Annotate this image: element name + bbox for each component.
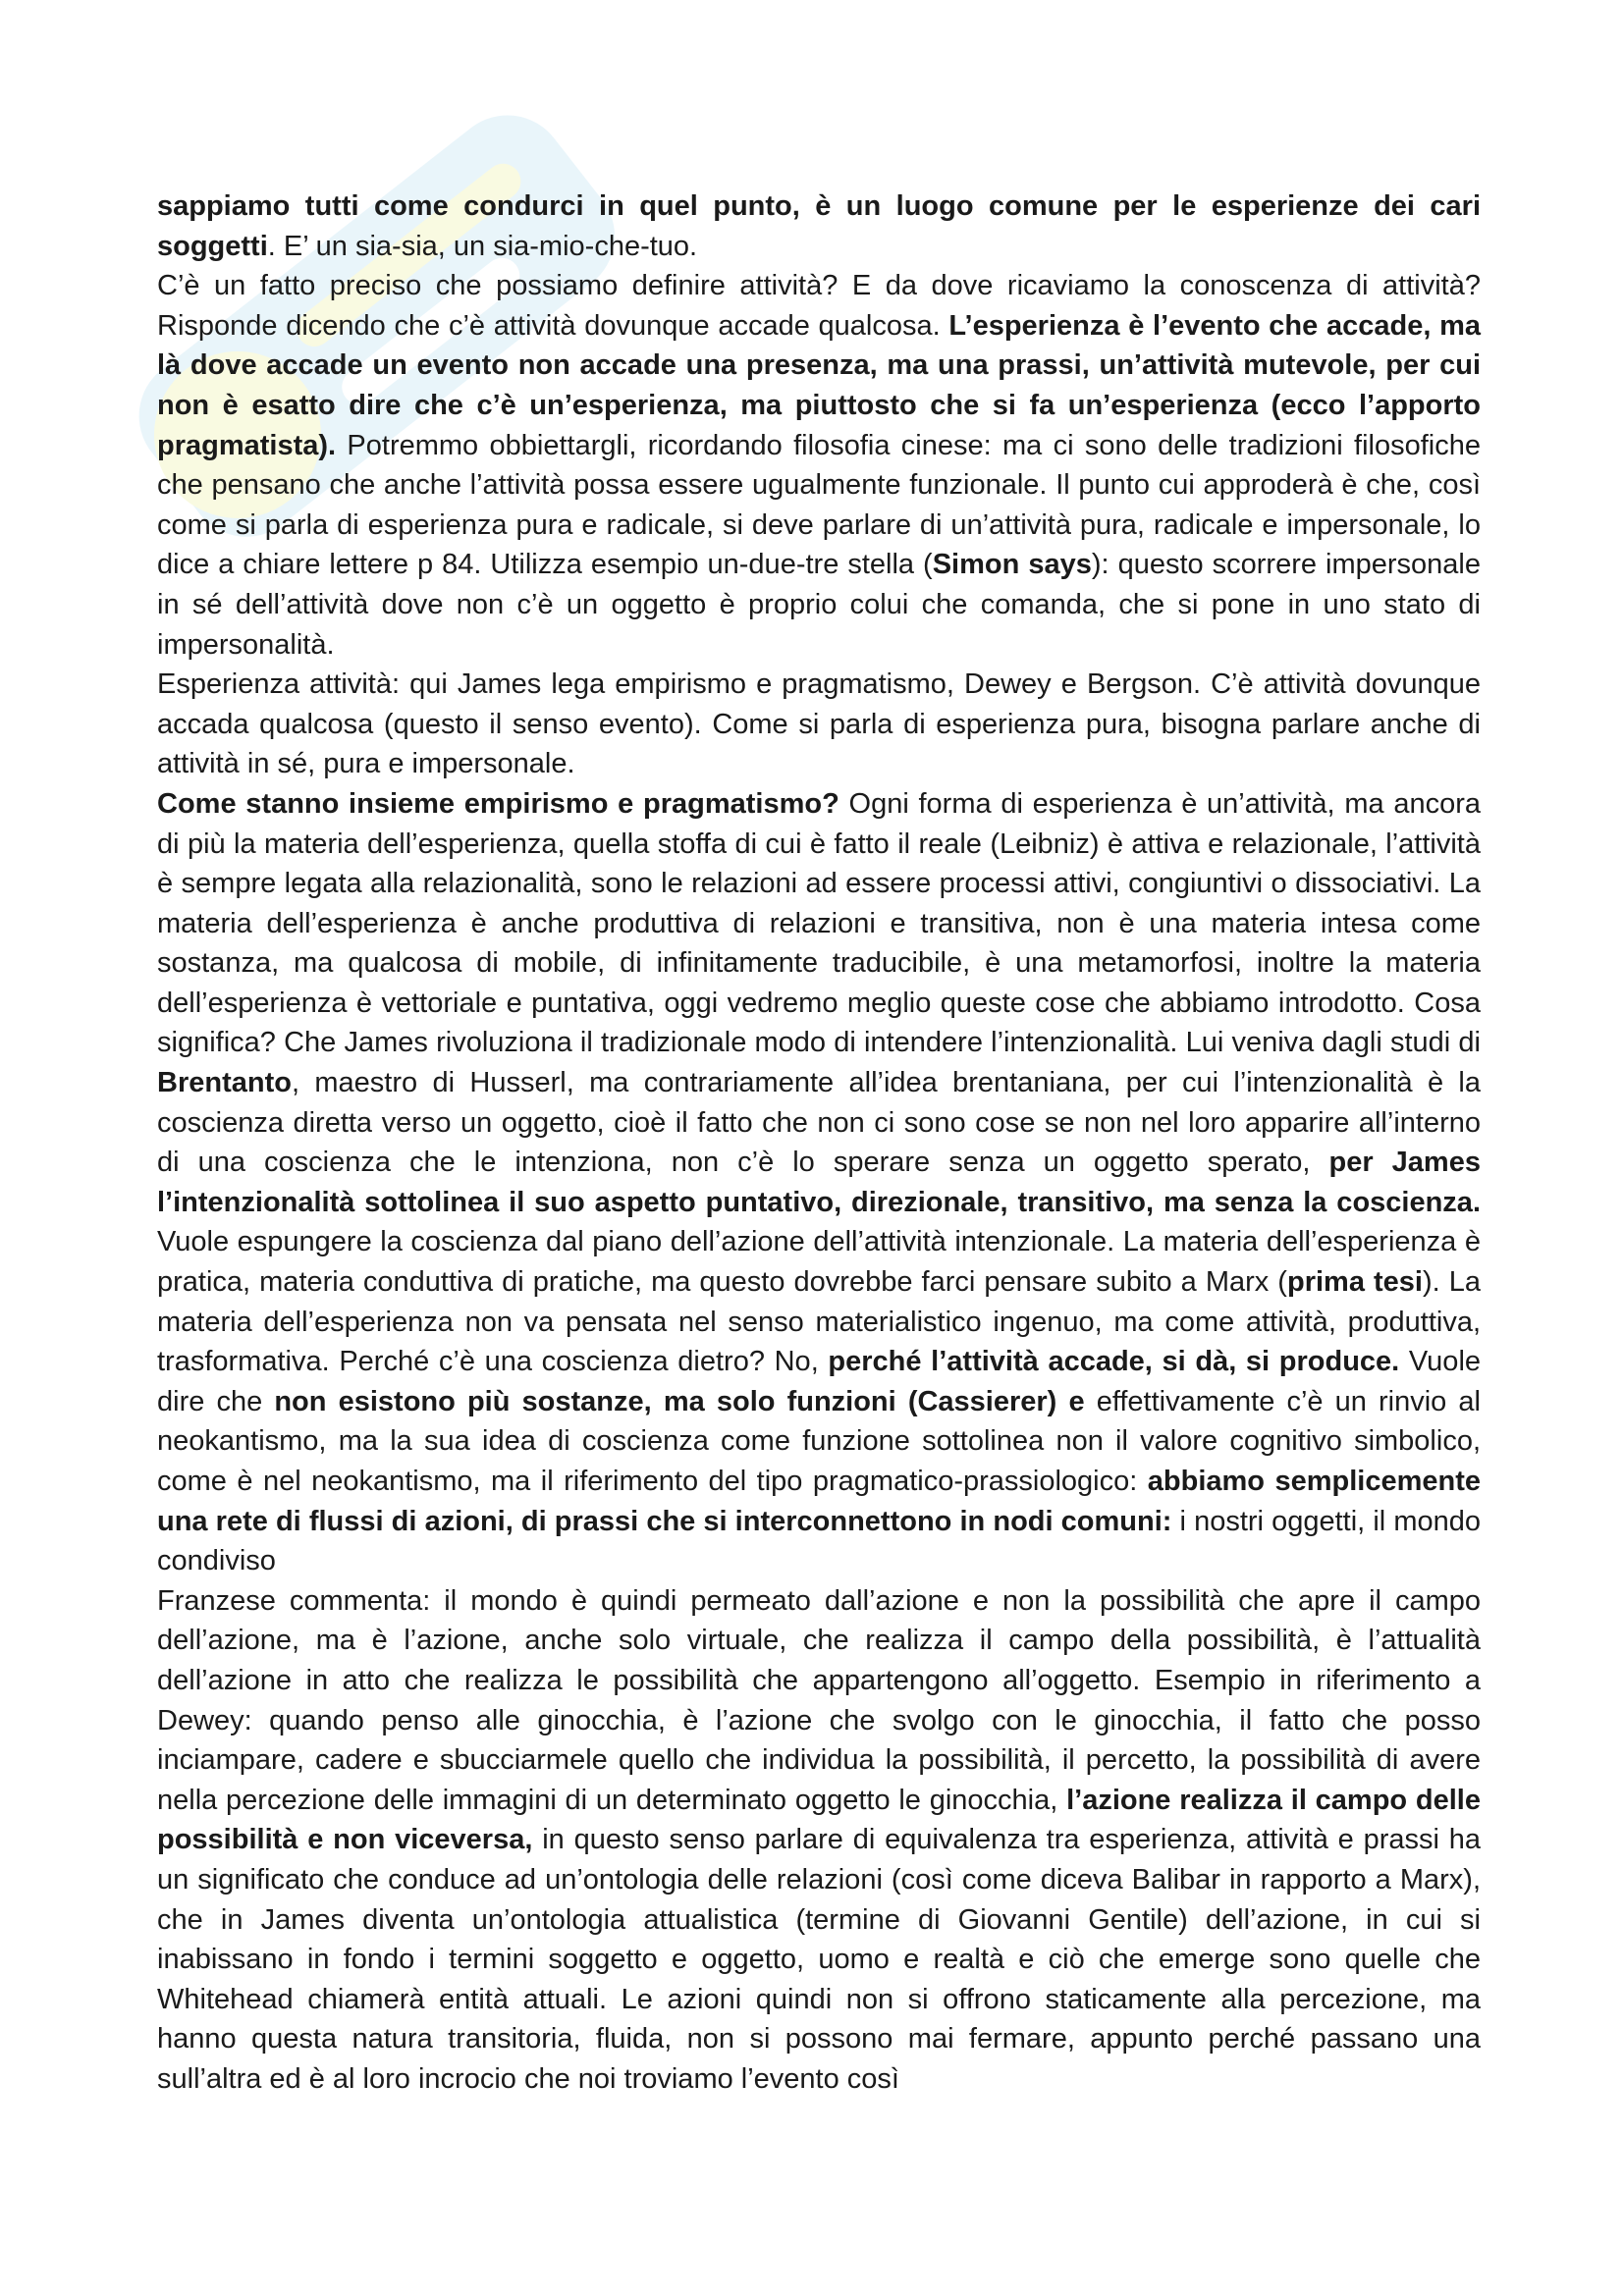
bold-text-run: per James l’intenzionalità sottolinea il suo aspetto puntativo, direzionale, transitivo, ma senza la coscienza.: [157, 1147, 1481, 1218]
text-run: i nostri oggetti, il mondo condiviso: [157, 1505, 1481, 1577]
bold-text-run: sappiamo tutti come condurci in quel punto, è un luogo comune per le esperienze dei cari soggetti: [157, 190, 1481, 262]
bold-text-run: l’azione realizza il campo delle possibilità e non viceversa,: [157, 1784, 1481, 1856]
bold-text-run: non esistono più sostanze, ma solo funzioni (Cassierer) e: [274, 1385, 1085, 1417]
text-run: effettivamente c’è un rinvio al neokantismo, ma la sua idea di coscienza come funzione sottolinea non il valore cognitivo simbolico, come è nel neokantismo, ma il riferimento del tipo pragmatico-prassiologico:: [157, 1385, 1481, 1497]
text-run: Vuole espungere la coscienza dal piano dell’azione dell’attività intenzionale. La materia dell’esperienza è pratica, materia conduttiva di pratiche, ma questo dovrebbe farci pensare subito a Marx (: [157, 1226, 1481, 1299]
text-run: , maestro di Husserl, ma contrariamente all’idea brentaniana, per cui l’intenzionalità è la coscienza diretta verso un oggetto, cioè il fatto che non ci sono cose se non nel loro apparire all’interno di una coscienza che le intenziona, non c’è lo sperare senza un oggetto sperato,: [157, 1067, 1481, 1179]
bold-text-run: L’esperienza è l’evento che accade, ma là dove accade un evento non accade una presenza, ma una prassi, un’attività mutevole, per cui non è esatto dire che c’è un’esperienza, ma piuttosto che si fa un’esperienza (ecco l’apporto pragmatista).: [157, 309, 1481, 461]
text-run: ): questo scorrere impersonale in sé dell’attività dove non c’è un oggetto è proprio colui che comanda, che si pone in uno stato di impersonalità.: [157, 549, 1481, 661]
text-run: Esperienza attività: qui James lega empirismo e pragmatismo, Dewey e Bergson. C’è attività dovunque accada qualcosa (questo il senso evento). Come si parla di esperienza pura, bisogna parlare anche di attività in sé, pura e impersonale.: [157, 668, 1481, 780]
paragraph: [157, 1581, 1481, 2100]
bold-text-run: Simon says: [932, 549, 1092, 581]
text-run: Franzese commenta: il mondo è quindi permeato dall’azione e non la possibilità che apre il campo dell’azione, ma è l’azione, anche solo virtuale, che realizza il campo della possibilità, è l’attualità dell’azione in atto che realizza le possibilità che appartengono all’oggetto. Esempio in riferimento a Dewey: quando penso alle ginocchia, è l’azione che svolgo con le ginocchia, il fatto che posso inciampare, cadere e sbucciarmele quello che individua la possibilità, il percetto, la possibilità di avere nella percezione delle immagini di un determinato oggetto le ginocchia,: [157, 1584, 1481, 1816]
bold-text-run: Brentanto: [157, 1067, 292, 1099]
document-page: [157, 187, 1481, 2100]
paragraph: [157, 784, 1481, 1581]
bold-text-run: prima tesi: [1286, 1266, 1423, 1299]
text-run: Ogni forma di esperienza è un’attività, ma ancora di più la materia dell’esperienza, quella stoffa di cui è fatto il reale (Leibniz) è attiva e relazionale, l’attività è sempre legata alla relazionalità, sono le relazioni ad essere processi attivi, congiuntivi o dissociativi. La materia dell’esperienza è anche produttiva di relazioni e transitiva, non è una materia intesa come sostanza, ma qualcosa di mobile, di infinitamente traducibile, è una metamorfosi, inoltre la materia dell’esperienza è vettoriale e puntativa, oggi vedremo meglio queste cose che abbiamo introdotto. Cosa significa? Che James rivoluziona il tradizionale modo di intendere l’intenzionalità. Lui veniva dagli studi di: [157, 787, 1481, 1059]
text-run: in questo senso parlare di equivalenza tra esperienza, attività e prassi ha un significato che conduce ad un’ontologia delle relazioni (così come diceva Balibar in rapporto a Marx), che in James diventa un’ontologia attualistica (termine di Giovanni Gentile) dell’azione, in cui si inabissano in fondo i termini soggetto e oggetto, uomo e realtà e ciò che emerge sono quelle che Whitehead chiamerà entità attuali. Le azioni quindi non si offrono staticamente alla percezione, ma hanno questa natura transitoria, fluida, non si possono mai fermare, appunto perché passano una sull’altra ed è al loro incrocio che noi troviamo l’evento così: [157, 1824, 1481, 2095]
bold-text-run: perché l’attività accade, si dà, si produce.: [828, 1346, 1400, 1378]
paragraph: [157, 665, 1481, 784]
text-run: C’è un fatto preciso che possiamo definire attività? E da dove ricaviamo la conoscenza di attività? Risponde dicendo che c’è attività dovunque accade qualcosa.: [157, 270, 1481, 342]
text-run: Potremmo obbiettargli, ricordando filosofia cinese: ma ci sono delle tradizioni filosofiche che pensano che anche l’attività possa essere ugualmente funzionale. Il punto cui approderà è che, così come si parla di esperienza pura e radicale, si deve parlare di un’attività pura, radicale e impersonale, lo dice a chiare lettere p 84. Utilizza esempio un-due-tre stella (: [157, 429, 1481, 581]
text-run: . E’ un sia-sia, un sia-mio-che-tuo.: [267, 230, 698, 262]
text-run: ). La materia dell’esperienza non va pensata nel senso materialistico ingenuo, ma come attività, produttiva, trasformativa. Perché c’è una coscienza dietro? No,: [157, 1266, 1482, 1378]
text-run: Vuole dire che: [157, 1346, 1482, 1417]
bold-text-run: abbiamo semplicemente una rete di flussi di azioni, di prassi che si interconnettono in nodi comuni:: [157, 1466, 1481, 1537]
paragraph: [157, 187, 1481, 266]
bold-text-run: Come stanno insieme empirismo e pragmatismo?: [157, 787, 839, 820]
paragraph: [157, 266, 1481, 665]
